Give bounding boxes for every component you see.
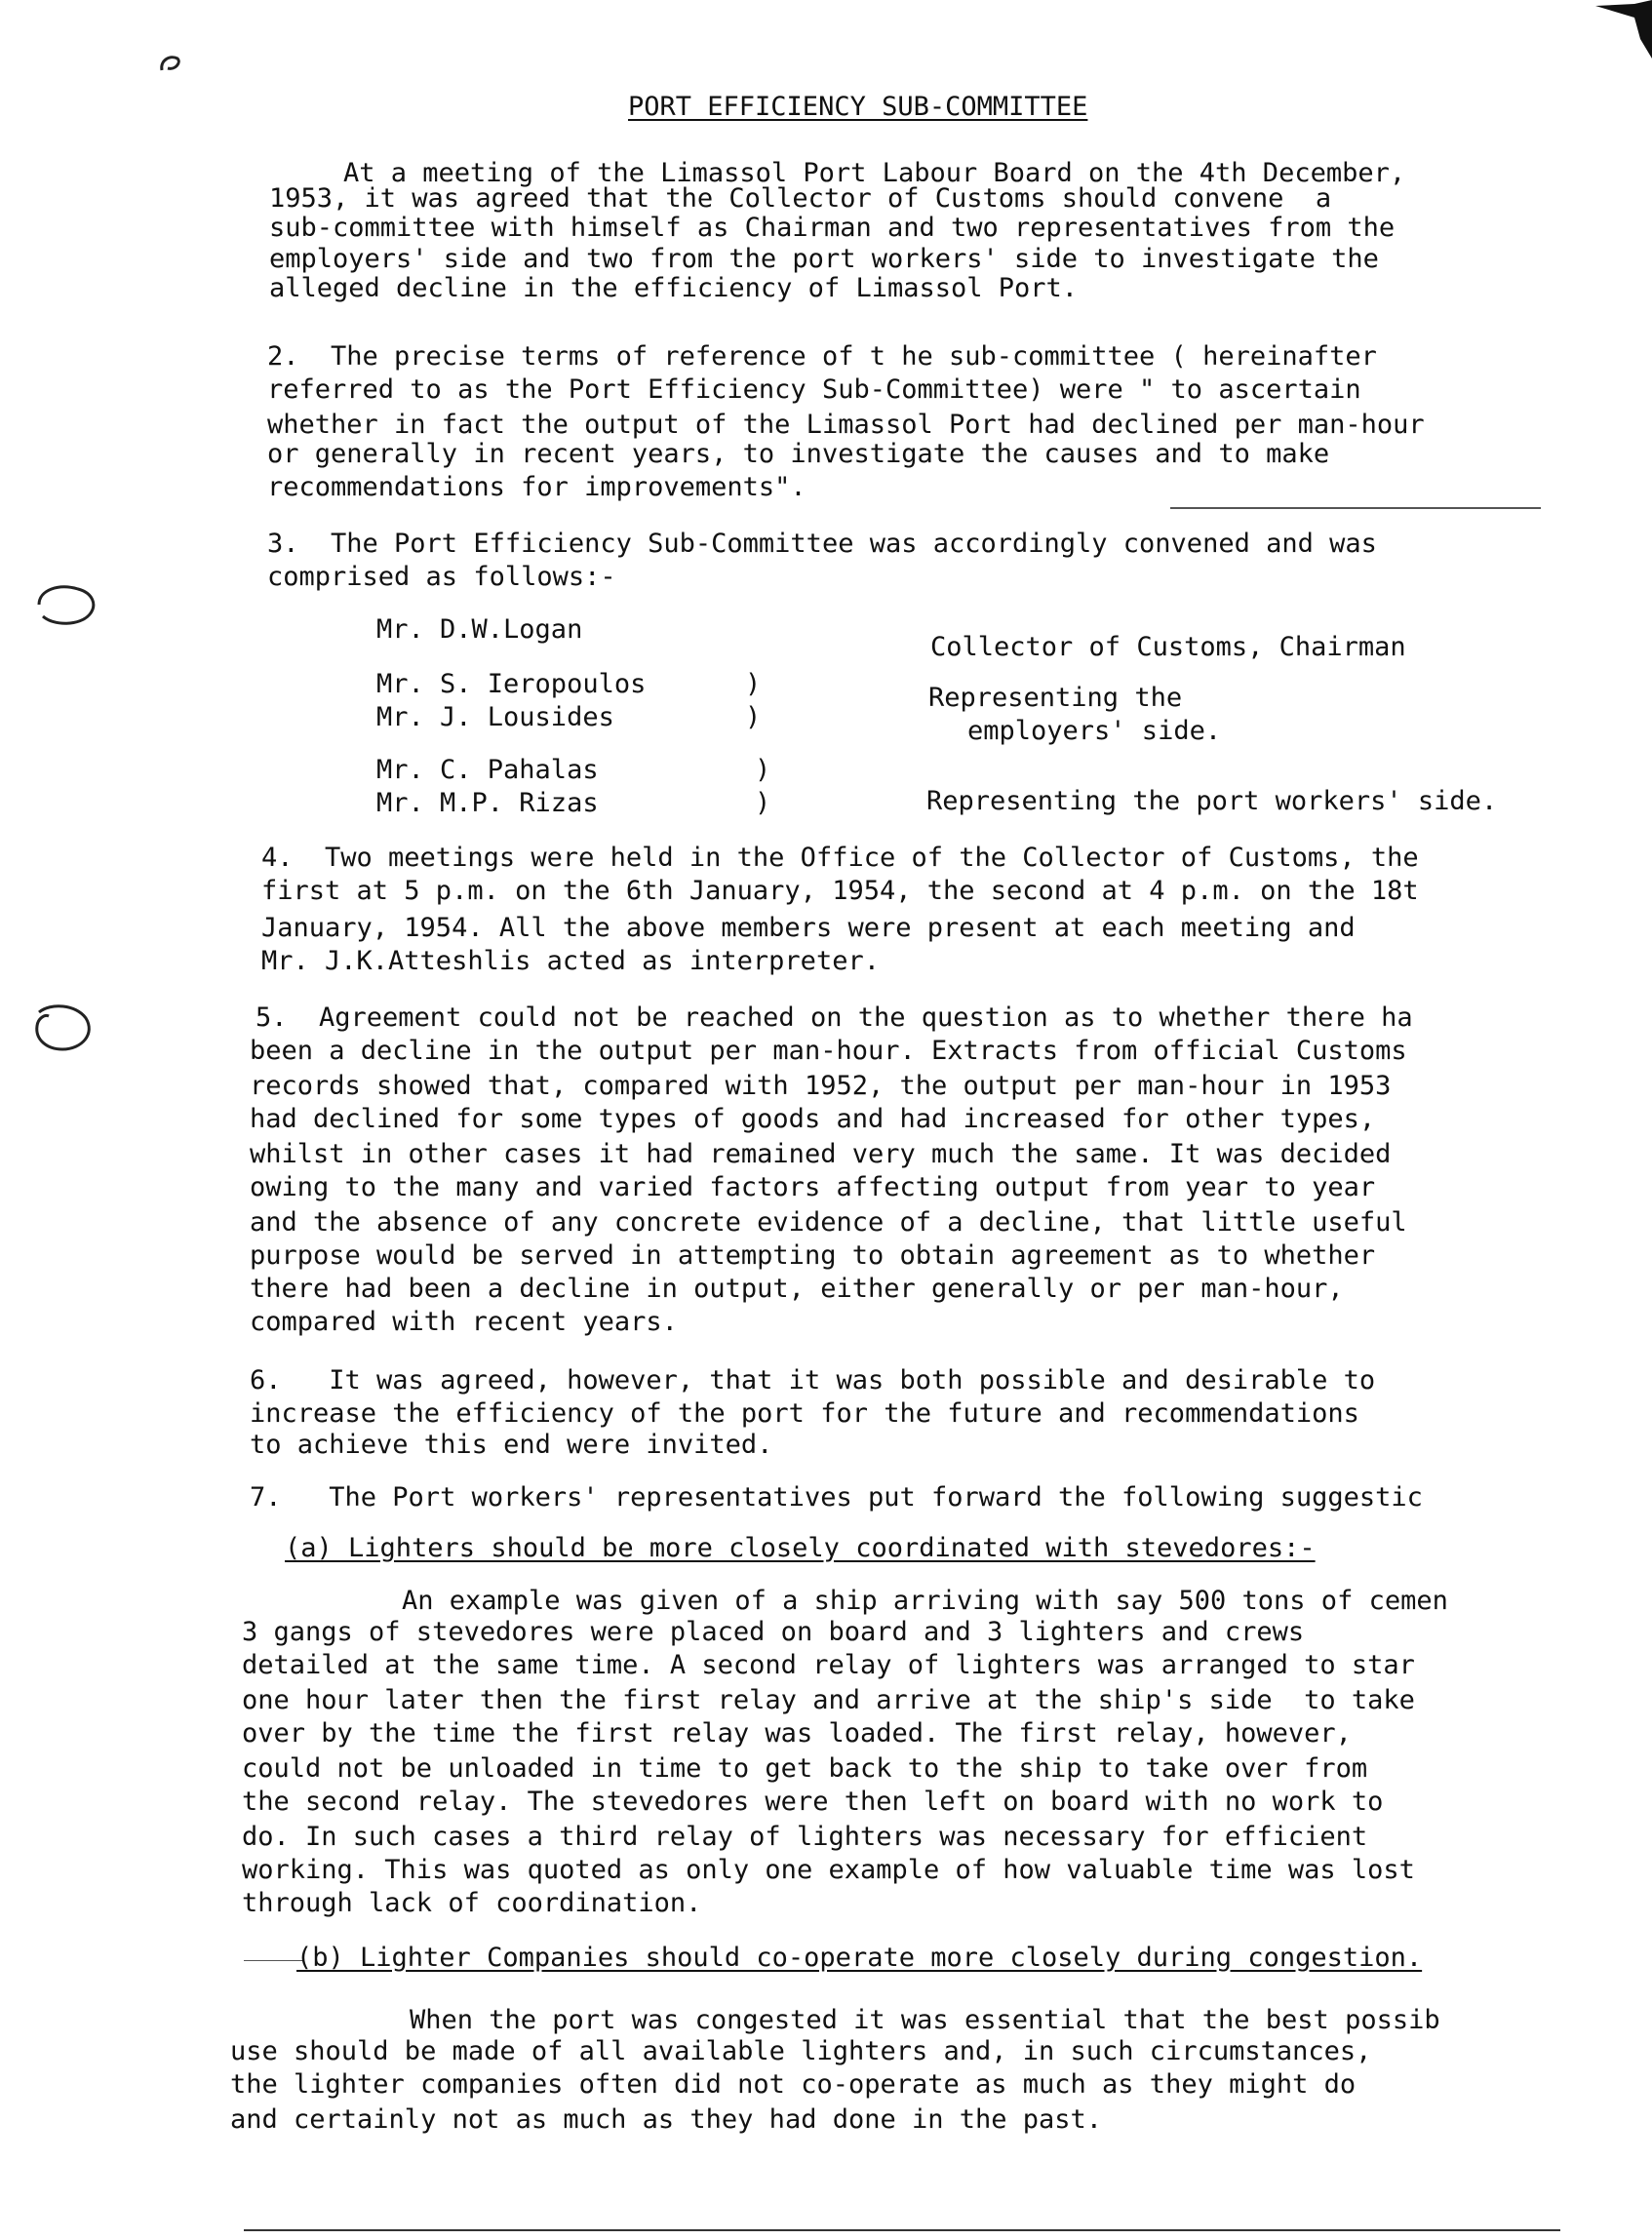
member-name: Mr. S. Ieropoulos	[376, 669, 647, 699]
member-role: Representing the	[928, 683, 1183, 713]
paragraph-5-line: had declined for some types of goods and had increased for other types,	[250, 1104, 1376, 1134]
section-a-heading: (a) Lighters should be more closely coordinated with stevedores:-	[285, 1533, 1316, 1563]
member-bracket: )	[755, 755, 771, 785]
paragraph-4-line: January, 1954. All the above members were present at each meeting and	[261, 913, 1356, 943]
paragraph-1-line: alleged decline in the efficiency of Limassol Port.	[269, 273, 1079, 303]
paragraph-6-line: increase the efficiency of the port for the future and recommendations	[250, 1398, 1359, 1429]
section-b-line: When the port was congested it was essential that the best possib	[410, 2005, 1440, 2035]
paragraph-5-line: purpose would be served in attempting to obtain agreement as to whether	[250, 1240, 1376, 1271]
paragraph-1-line: At a meeting of the Limassol Port Labour Board on the 4th December,	[343, 158, 1406, 188]
member-bracket: )	[745, 669, 762, 699]
section-b-heading: (b) Lighter Companies should co-operate more closely during congestion.	[296, 1943, 1423, 1973]
member-bracket: )	[745, 702, 762, 732]
section-a-line: could not be unloaded in time to get back to the ship to take over from	[242, 1753, 1368, 1784]
paragraph-4-line: Mr. J.K.Atteshlis acted as interpreter.	[261, 946, 880, 976]
paragraph-6-line: 6. It was agreed, however, that it was both possible and desirable to	[250, 1365, 1376, 1395]
scan-dash	[1170, 507, 1541, 509]
page-title: PORT EFFICIENCY SUB-COMMITTEE	[628, 92, 1088, 122]
section-a-line: through lack of coordination.	[242, 1888, 702, 1918]
section-b-line: use should be made of all available lighters and, in such circumstances,	[230, 2036, 1372, 2066]
member-role: employers' side.	[967, 716, 1222, 746]
member-role: Collector of Customs, Chairman	[930, 632, 1406, 662]
paragraph-2-line: 2. The precise terms of reference of t he sub-committee ( hereinafter	[267, 341, 1377, 372]
scan-dash	[244, 1960, 302, 1961]
paragraph-6-line: to achieve this end were invited.	[250, 1430, 773, 1460]
section-a-line: 3 gangs of stevedores were placed on board and 3 lighters and crews	[242, 1617, 1305, 1647]
member-name: Mr. C. Pahalas	[376, 755, 599, 785]
section-a-line: one hour later then the first relay and arrive at the ship's side to take	[242, 1685, 1415, 1715]
member-name: Mr. M.P. Rizas	[376, 788, 599, 818]
corner-scan-mark	[1595, 0, 1652, 59]
paragraph-1-line: sub-committee with himself as Chairman and two representatives from the	[269, 213, 1396, 243]
paragraph-5-line: and the absence of any concrete evidence of a decline, that little useful	[250, 1207, 1407, 1238]
paragraph-2-line: or generally in recent years, to investigate the causes and to make	[267, 439, 1330, 469]
small-scan-mark	[156, 51, 185, 76]
punch-hole-mark-top	[29, 575, 107, 634]
punch-hole-mark-bottom	[25, 997, 103, 1059]
section-a-line: working. This was quoted as only one example of how valuable time was lost	[242, 1855, 1415, 1885]
paragraph-3-line: comprised as follows:-	[267, 562, 616, 592]
paragraph-5-line: whilst in other cases it had remained very much the same. It was decided	[250, 1139, 1392, 1169]
paragraph-5-line: there had been a decline in output, either generally or per man-hour,	[250, 1274, 1344, 1304]
bottom-rule	[244, 2229, 1560, 2231]
paragraph-5-line: records showed that, compared with 1952, the output per man-hour in 1953	[250, 1071, 1392, 1101]
member-bracket: )	[755, 788, 771, 818]
member-role: Representing the port workers' side.	[926, 786, 1498, 816]
paragraph-5-line: been a decline in the output per man-hour. Extracts from official Customs	[250, 1036, 1407, 1066]
paragraph-7-line: 7. The Port workers' representatives put forward the following suggestic	[250, 1482, 1423, 1513]
paragraph-5-line: 5. Agreement could not be reached on the question as to whether there ha	[256, 1002, 1413, 1033]
paragraph-4-line: 4. Two meetings were held in the Office of the Collector of Customs, the	[261, 843, 1419, 873]
paragraph-4-line: first at 5 p.m. on the 6th January, 1954, the second at 4 p.m. on the 18t	[261, 876, 1419, 906]
member-name: Mr. J. Lousides	[376, 702, 614, 732]
paragraph-5-line: compared with recent years.	[250, 1307, 678, 1337]
paragraph-2-line: recommendations for improvements".	[267, 472, 806, 502]
paragraph-1-line: 1953, it was agreed that the Collector of Customs should convene a	[269, 183, 1332, 214]
section-b-line: and certainly not as much as they had done in the past.	[230, 2104, 1103, 2135]
member-name: Mr. D.W.Logan	[376, 614, 583, 645]
paragraph-2-line: referred to as the Port Efficiency Sub-Committee) were " to ascertain	[267, 374, 1361, 405]
paragraph-3-line: 3. The Port Efficiency Sub-Committee was accordingly convened and was	[267, 529, 1377, 559]
section-a-line: do. In such cases a third relay of lighters was necessary for efficient	[242, 1822, 1368, 1852]
paragraph-2-line: whether in fact the output of the Limassol Port had declined per man-hour	[267, 410, 1425, 440]
section-a-line: the second relay. The stevedores were then left on board with no work to	[242, 1787, 1384, 1817]
section-a-line: over by the time the first relay was loaded. The first relay, however,	[242, 1718, 1352, 1749]
section-a-line: detailed at the same time. A second relay of lighters was arranged to star	[242, 1650, 1415, 1680]
paragraph-1-line: employers' side and two from the port workers' side to investigate the	[269, 244, 1379, 274]
paragraph-5-line: owing to the many and varied factors affecting output from year to year	[250, 1172, 1376, 1202]
section-a-line: An example was given of a ship arriving with say 500 tons of cemen	[402, 1586, 1448, 1616]
section-b-line: the lighter companies often did not co-operate as much as they might do	[230, 2069, 1357, 2100]
